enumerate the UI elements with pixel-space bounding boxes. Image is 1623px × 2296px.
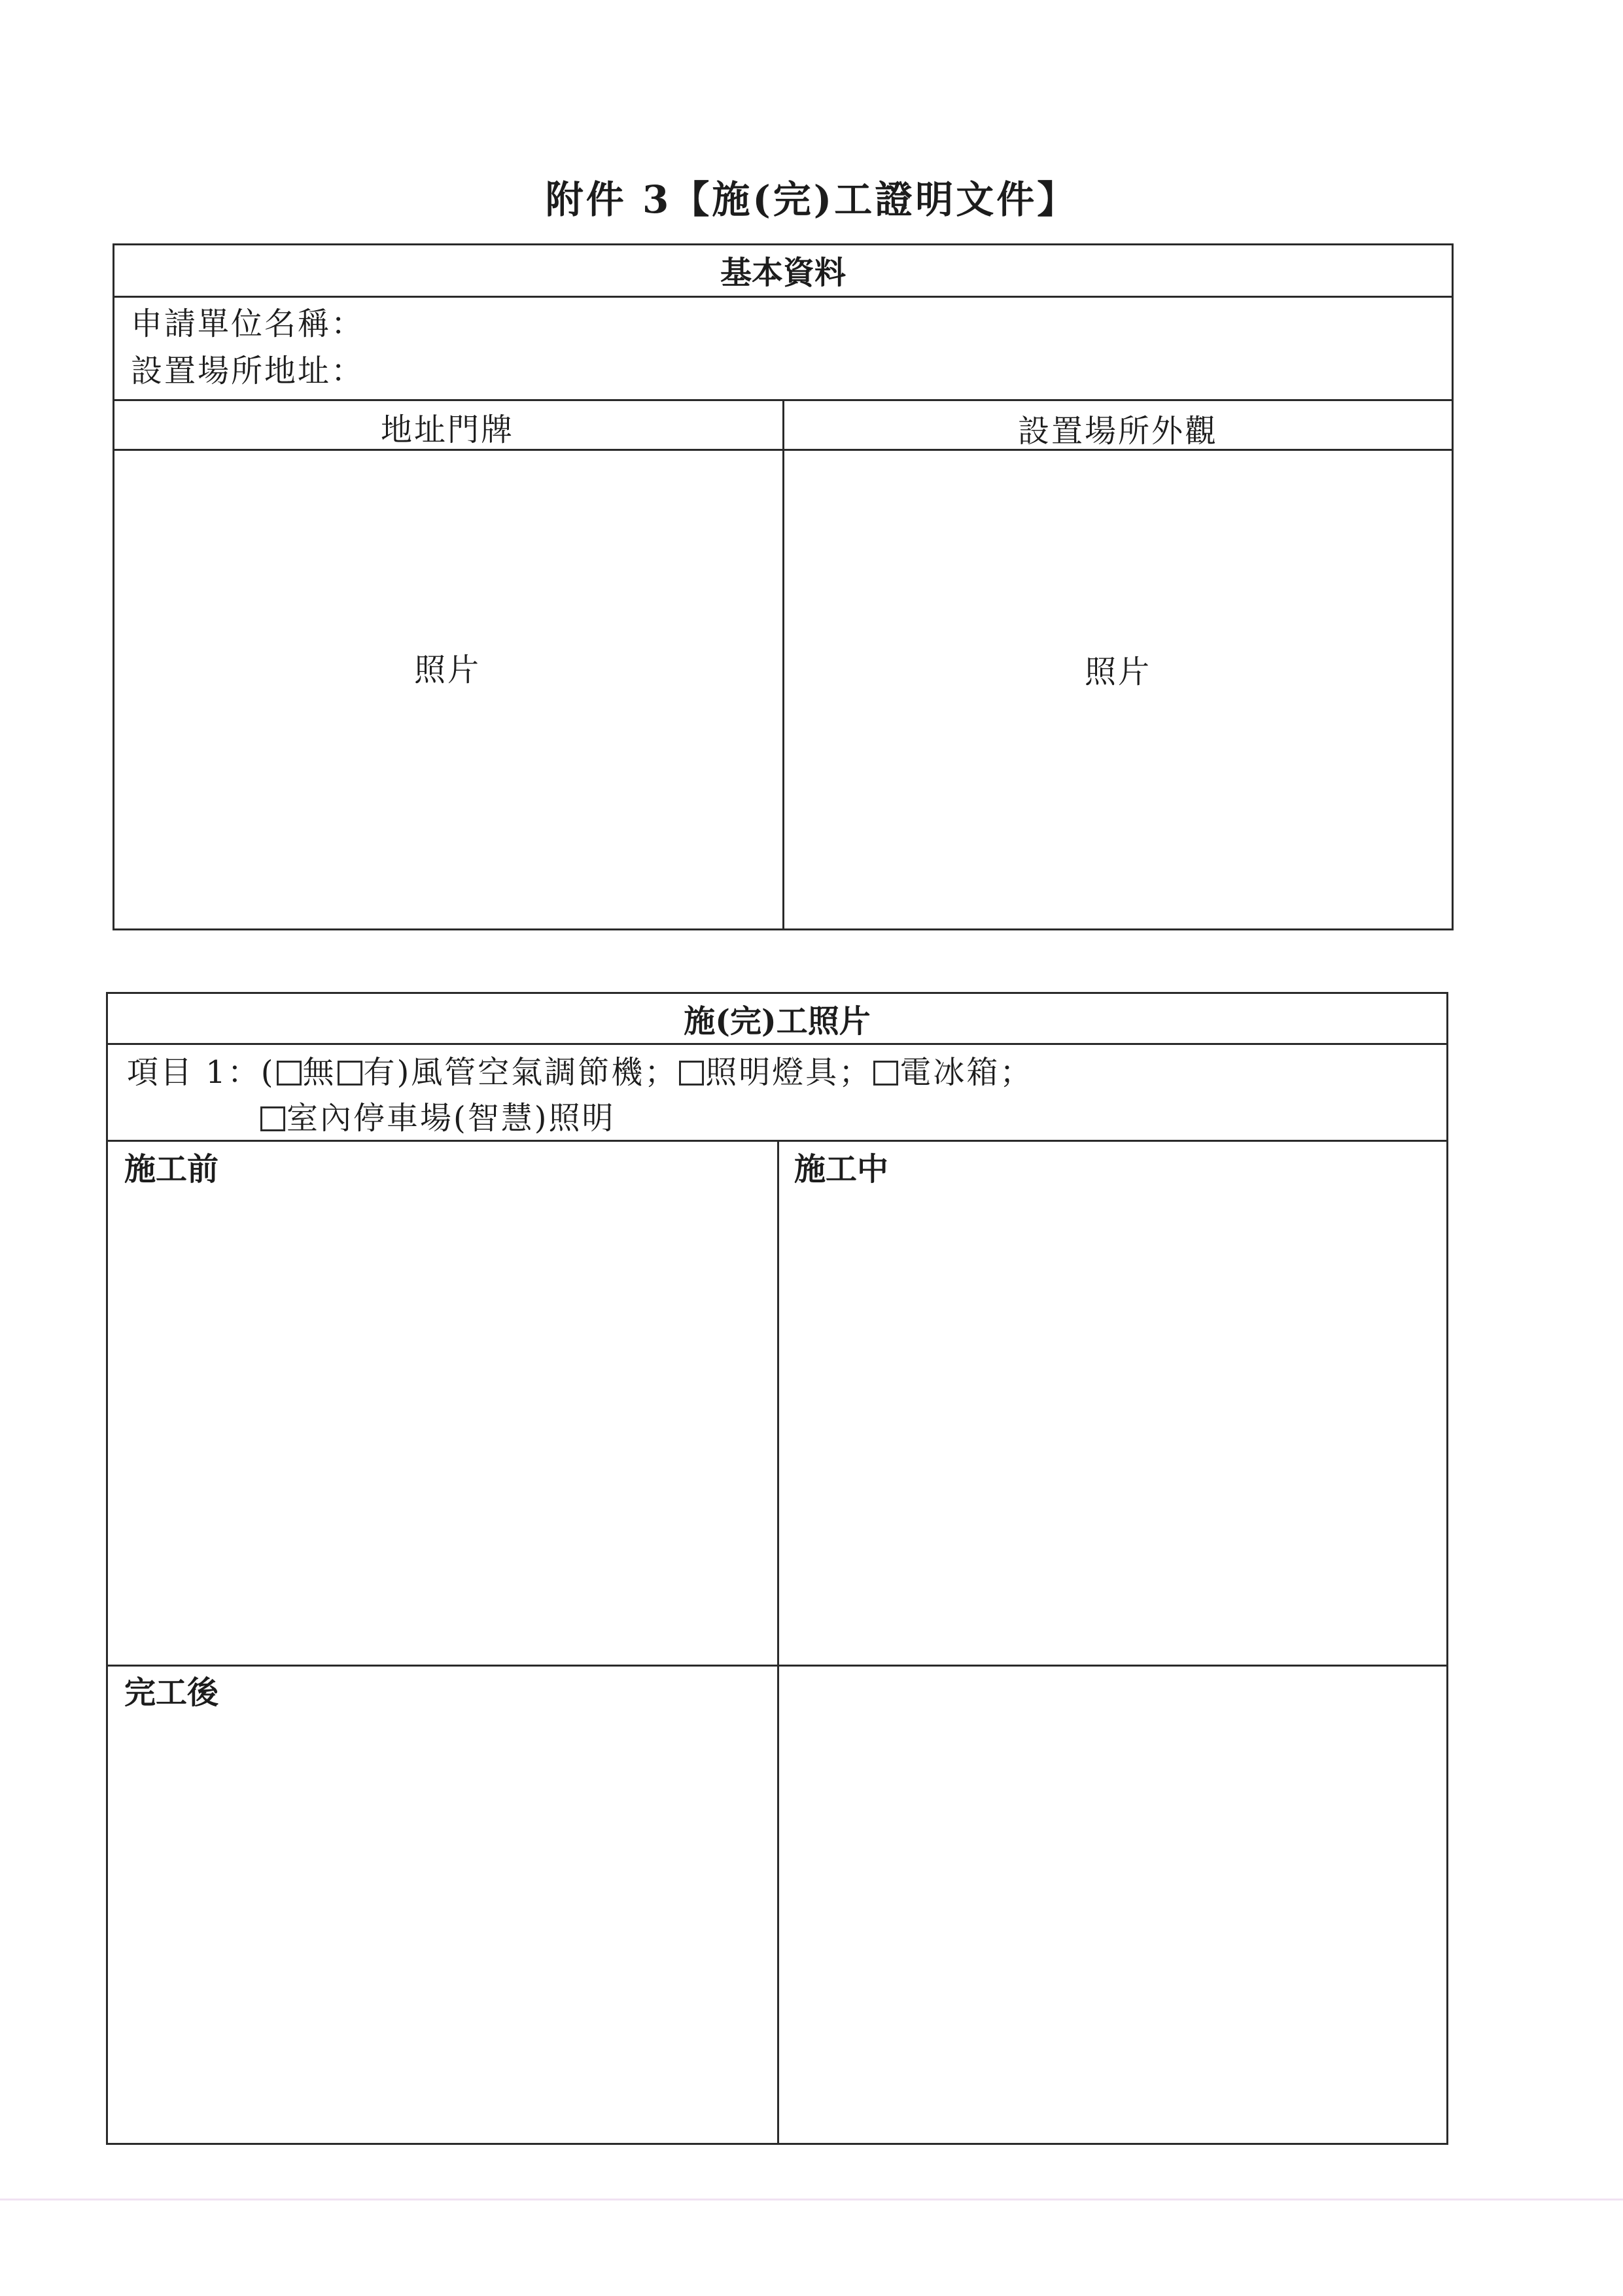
option-parking-label: 室內停車場(智慧)照明 xyxy=(287,1100,616,1137)
divider xyxy=(106,1043,1448,1045)
during-construction-label: 施工中 xyxy=(794,1151,889,1188)
site-exterior-header: 設置場所外觀 xyxy=(1017,413,1218,450)
checkbox-lighting[interactable] xyxy=(679,1061,704,1086)
page-title: 附件 3【施(完)工證明文件】 xyxy=(545,177,1078,222)
option-lighting-label: 照明燈具； xyxy=(705,1054,873,1091)
checkbox-parking-lighting[interactable] xyxy=(260,1106,285,1131)
page-edge-line xyxy=(0,2199,1623,2200)
option-ac-label: )風管空氣調節機； xyxy=(396,1054,678,1091)
applicant-name-label: 申請單位名稱： xyxy=(131,306,365,342)
divider xyxy=(113,296,1454,298)
address-plate-header: 地址門牌 xyxy=(380,412,514,448)
after-completion-label: 完工後 xyxy=(124,1674,219,1711)
option-have-label: 有 xyxy=(363,1054,397,1091)
photo-placeholder-exterior: 照片 xyxy=(1084,654,1151,690)
site-address-label: 設置場所地址： xyxy=(131,353,365,389)
before-construction-label: 施工前 xyxy=(124,1151,219,1188)
item-1-label: 項目 1：( xyxy=(127,1054,275,1091)
option-fridge-label: 電冰箱； xyxy=(899,1054,1034,1091)
checkbox-none[interactable] xyxy=(277,1061,302,1086)
photo-placeholder-address: 照片 xyxy=(413,652,481,688)
option-none-label: 無 xyxy=(302,1054,336,1091)
item-1-line-2 xyxy=(259,1093,615,1138)
divider xyxy=(777,1140,779,2145)
checkbox-fridge[interactable] xyxy=(873,1061,898,1086)
checkbox-have[interactable] xyxy=(338,1061,362,1086)
item-1-line-1 xyxy=(127,1047,1033,1092)
basic-info-header: 基本資料 xyxy=(720,255,846,291)
construction-photos-header: 施(完)工照片 xyxy=(684,1003,871,1040)
